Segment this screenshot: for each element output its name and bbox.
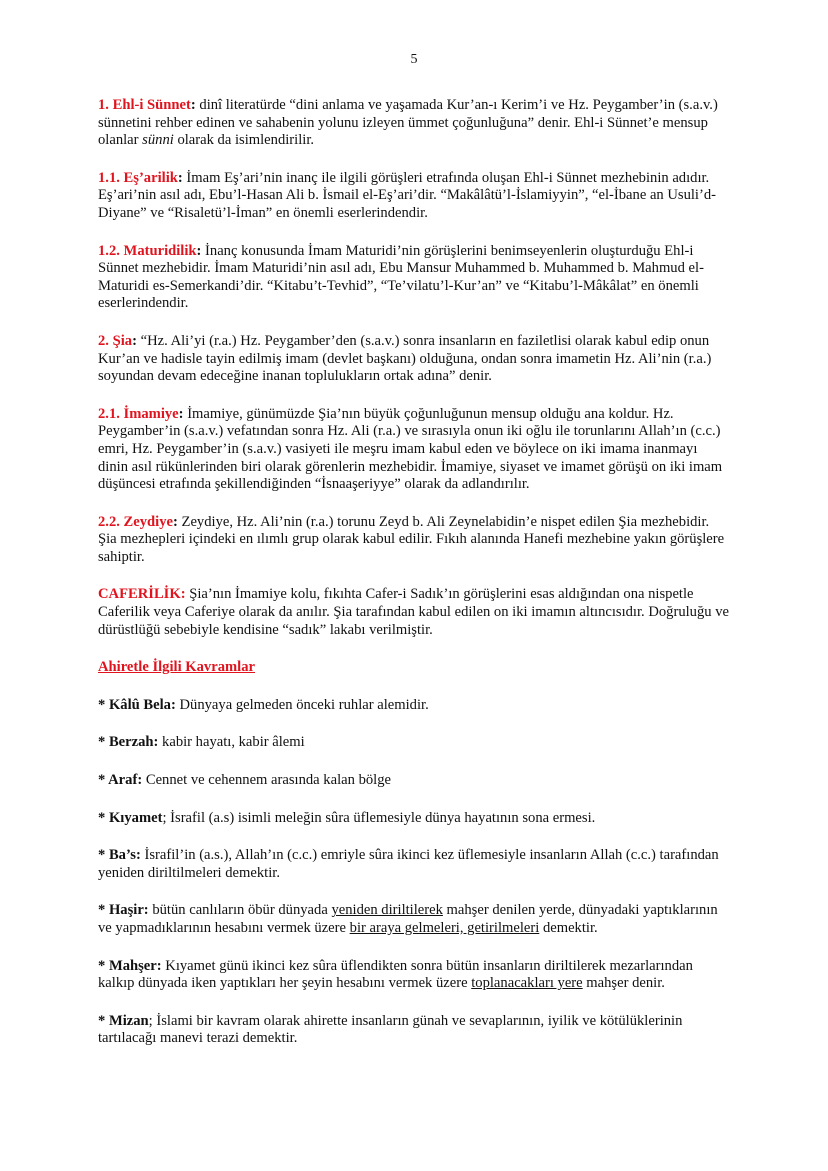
paragraph-sia — [98, 333, 730, 386]
term-mizan — [98, 1013, 730, 1048]
paragraph-esarilik — [98, 170, 730, 223]
paragraph-maturidilik — [98, 243, 730, 313]
page-number: 5 — [410, 52, 418, 67]
definition-text: İmamiye, günümüzde Şia’nın büyük çoğunluğunun mensup olduğu ana koldur. Hz. Peygamber’in (s.a.v.) vefatından sonra Hz. Ali (r.a.) ve sırasıyla onun iki oğlu ile torunlarını Allah’ın (c.c.) emri, Hz. Peygamber’in (s.a.v.) vasiyeti ile meşru imam kabul eden ve böylece on iki imama inanmayı dinin asıl rükünlerinden biri olarak görenlerin mezhebidir. İmamiye, siyaset ve imamet görüşü on iki imam düşüncesi etrafında şekillendiğinden “İsnaaşeriyye” olarak da adlandırılır. — [98, 405, 723, 493]
definition-text: Cennet ve cehennem arasında kalan bölge — [142, 772, 391, 789]
paragraph-imamiye — [98, 406, 730, 494]
definition-text: ; İsrafil (a.s) isimli meleğin sûra üflemesiyle dünya hayatının sona ermesi. — [162, 809, 596, 826]
definition-text: İmam Eş’ari’nin inanç ile ilgili görüşleri etrafında oluşan Ehl-i Sünnet mezhebinin adıdır. Eş’ari’nin asıl adı, Ebu’l-Hasan Ali b. İsmail el-Eş’ari’dir. “Makâlâtü’l-İslamiyyin”, “el-İbane an Usuli’d-Diyane” ve “Risaletü’l-İman” en önemli eserlerindendir. — [98, 169, 717, 221]
term-label: * Mizan — [98, 1012, 149, 1029]
underlined-text: yeniden diriltilerek — [331, 902, 443, 919]
term-label: * Ba’s: — [98, 847, 141, 864]
colon: : — [177, 169, 183, 186]
colon: : — [173, 513, 178, 530]
term-label: 1. Ehl-i Sünnet — [98, 97, 191, 113]
definition-text: İsrafil’in (a.s.), Allah’ın (c.c.) emriyle sûra ikinci kez üflemesiyle insanların Allah (c.c.) tarafından yeniden diriltilmeleri demektir. — [98, 847, 719, 881]
colon: : — [190, 97, 196, 113]
term-hasir — [98, 902, 730, 937]
term-araf — [98, 772, 730, 790]
underlined-text: toplanacakları yere — [471, 975, 583, 992]
term-label: CAFERİLİK: — [98, 586, 186, 603]
colon: : — [196, 242, 202, 259]
paragraph-zeydiye — [98, 514, 730, 567]
document-body — [98, 97, 730, 1068]
definition-text: mahşer denilen yerde, dünyadaki yaptıklarının ve yapmadıklarının hesabını vermek üzere — [98, 902, 718, 936]
underlined-text: bir araya gelmeleri, getirilmeleri — [349, 920, 540, 936]
definition-text: İnanç konusunda İmam Maturidi’nin görüşlerini benimseyenlerin oluşturduğu Ehl-i Sünnet mezhebidir. İmam Maturidi’nin asıl adı, Ebu Mansur Muhammed b. Muhammed b. Mahmud el-Maturidi es-Semerkandi’dir. “Kitabu’t-Tevhid”, “Te’vilatu’l-Kur’an” ve “Kitabu’l-Mâkâlat” en önemli eserlerindendir. — [98, 242, 704, 312]
definition-text: mahşer denir. — [582, 975, 665, 992]
colon: : — [132, 332, 137, 349]
paragraph-caferilik — [98, 586, 730, 639]
italic-term: sünni — [142, 132, 174, 149]
paragraph-ehl-i-sunnet — [98, 97, 730, 150]
definition-text: Zeydiye, Hz. Ali’nin (r.a.) torunu Zeyd b. Ali Zeynelabidin’e nispet edilen Şia mezhebidir. Şia mezhepleri içindeki en ılımlı grup olarak kabul edilir. Fıkıh alanında Hanefi mezhebine yakın görüşlere sahiptir. — [98, 513, 725, 565]
term-label: * Haşir: — [98, 902, 149, 919]
heading-text: Ahiretle İlgili Kavramlar — [98, 659, 255, 676]
term-label: 2. Şia — [98, 332, 133, 349]
term-label: * Kıyamet — [98, 809, 163, 826]
definition-text: ; İslami bir kavram olarak ahirette insanların günah ve sevaplarının, iyilik ve kötülüklerinin tartılacağı manevi terazi demektir. — [98, 1012, 683, 1047]
term-label: 1.2. Maturidilik — [98, 242, 197, 259]
definition-text: Şia’nın İmamiye kolu, fıkıhta Cafer-i Sadık’ın görüşlerini esas aldığından ona nispetle Caferilik veya Caferiye olarak da anılır. Şia tarafından kabul edilen on iki imamın altıncısıdır. Doğruluğu ve dürüstlüğü sebebiyle kendisine “sadık” lakabı verilmiştir. — [98, 586, 729, 638]
term-label: 2.2. Zeydiye — [98, 513, 173, 530]
term-kalu-bela — [98, 697, 730, 715]
term-label: * Araf: — [98, 772, 143, 789]
term-label: 1.1. Eş’arilik — [98, 169, 178, 186]
term-label: * Berzah: — [98, 734, 159, 751]
definition-text: “Hz. Ali’yi (r.a.) Hz. Peygamber’den (s.a.v.) sonra insanların en faziletlisi olarak kabul edip onun Kur’an ve hadisle tayin edilmiş imam (devlet başkanı) olduğuna, ondan sonra imametin Hz. Ali’nin (r.a.) soyundan devam edeceğine inanan toplulukların ortak adına” denir. — [98, 332, 712, 385]
term-bas — [98, 847, 730, 882]
definition-text: Dünyaya gelmeden önceki ruhlar alemidir. — [175, 696, 429, 713]
definition-text: bütün canlıların öbür dünyada — [148, 902, 332, 919]
term-label: * Kâlû Bela: — [98, 696, 176, 713]
section-heading-ahiret — [98, 659, 730, 677]
colon: : — [178, 405, 184, 422]
term-kiyamet — [98, 810, 730, 828]
definition-text: olarak da isimlendirilir. — [173, 132, 315, 149]
definition-text: Kıyamet günü ikinci kez sûra üflendikten sonra bütün insanların diriltilerek mezarlarından kalkıp dünyada iken yaptıkları her şeyin hesabını vermek üzere — [98, 957, 693, 992]
definition-text: kabir hayatı, kabir âlemi — [158, 734, 305, 751]
term-berzah — [98, 734, 730, 752]
term-label: 2.1. İmamiye — [98, 405, 179, 422]
definition-text: demektir. — [539, 920, 598, 936]
definition-text: dinî literatürde “dini anlama ve yaşamada Kur’an-ı Kerim’i ve Hz. Peygamber’in (s.a.v.) sünnetini rehber edinen ve sahabenin yolunu izleyen ümmet çoğunluğuna” denir. Ehl-i Sünnet’e mensup olanlar — [98, 97, 718, 149]
term-label: * Mahşer: — [98, 957, 162, 974]
term-mahser — [98, 958, 730, 993]
